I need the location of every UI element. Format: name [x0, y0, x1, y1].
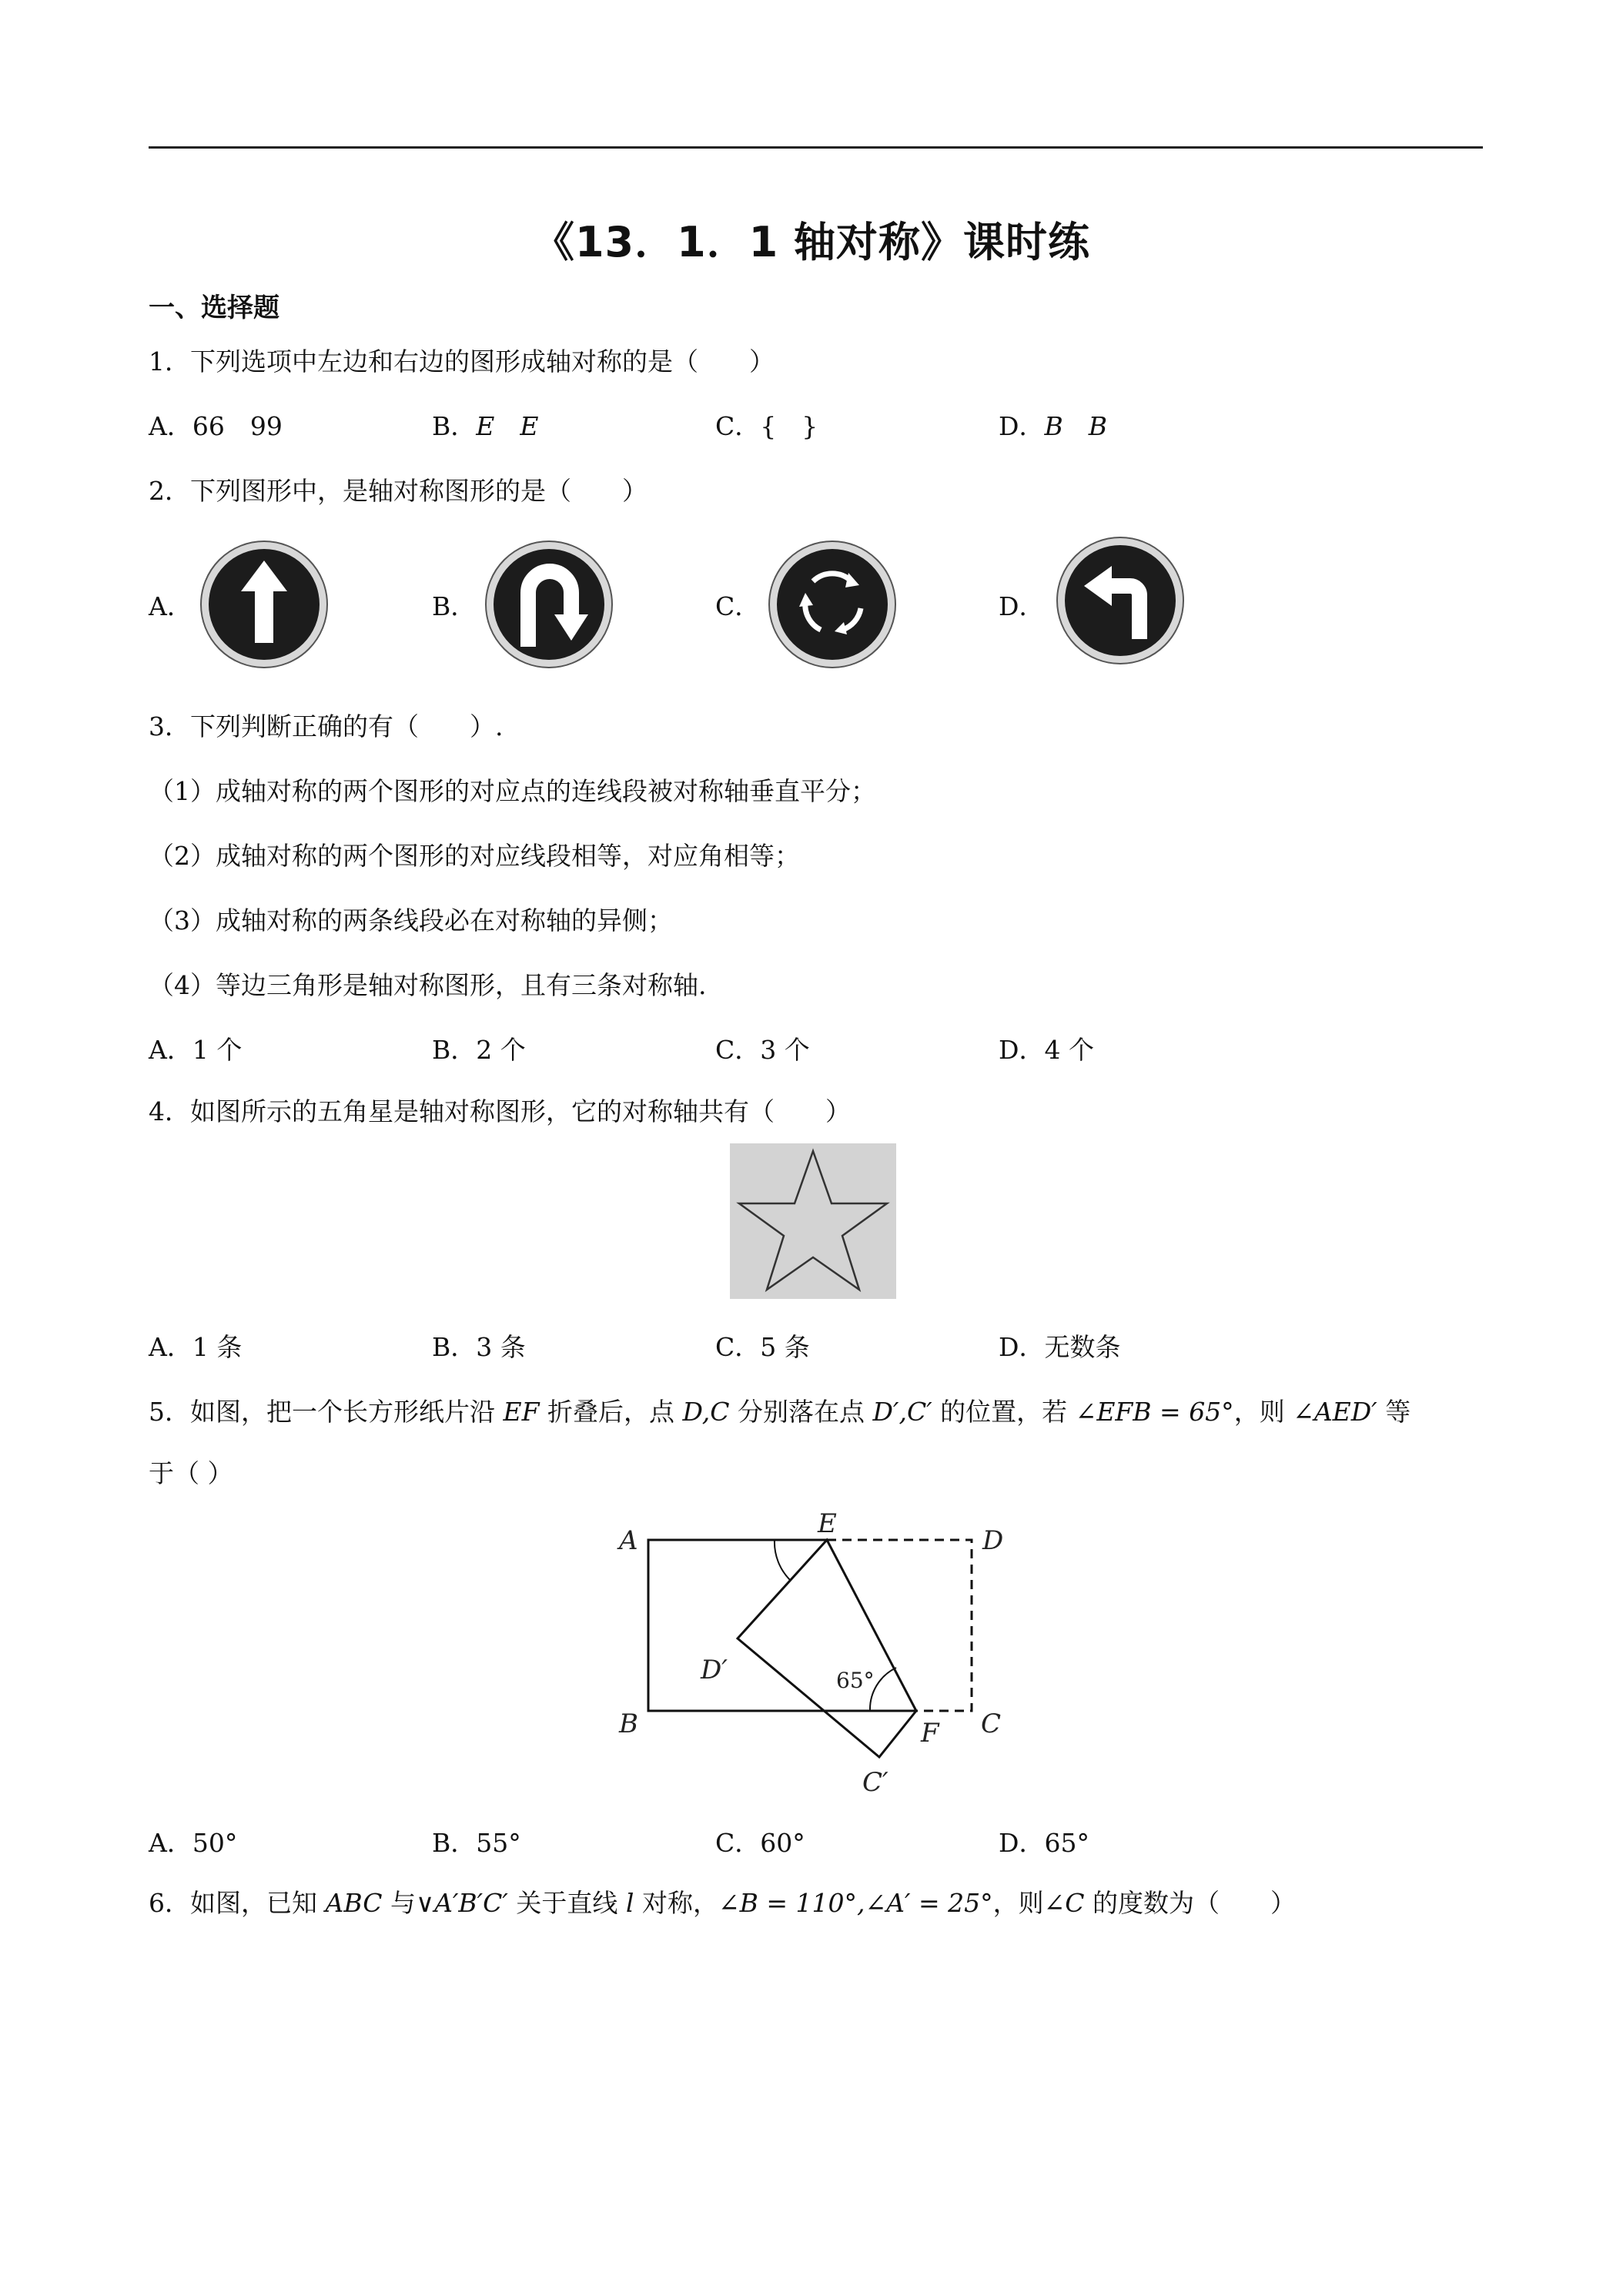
- q3-option-b[interactable]: B．2 个: [432, 1035, 526, 1065]
- q4-option-c[interactable]: C．5 条: [715, 1332, 810, 1362]
- q3-option-a[interactable]: A．1 个: [149, 1035, 243, 1065]
- page-title: 《13．1．1 轴对称》课时练: [532, 218, 1091, 266]
- label-e: E: [818, 1509, 837, 1539]
- q3-statement-2: （2）成轴对称的两个图形的对应线段相等，对应角相等；: [149, 841, 800, 871]
- question-3-stem: 3．下列判断正确的有（ ）.: [149, 711, 504, 741]
- q4-option-b[interactable]: B．3 条: [432, 1332, 526, 1362]
- question-1-stem: 1．下列选项中左边和右边的图形成轴对称的是（ ）: [149, 346, 775, 377]
- angle-label: 65°: [836, 1668, 875, 1693]
- roundabout-sign-icon[interactable]: [767, 539, 898, 670]
- straight-arrow-sign-icon[interactable]: [199, 539, 330, 670]
- q5-option-d[interactable]: D．65°: [999, 1828, 1089, 1858]
- question-2-stem: 2．下列图形中，是轴对称图形的是（ ）: [149, 476, 648, 506]
- q4-option-a[interactable]: A．1 条: [149, 1332, 243, 1362]
- label-c: C: [981, 1709, 1002, 1739]
- q1-option-b[interactable]: B．E E: [432, 411, 539, 441]
- q3-option-d[interactable]: D．4 个: [999, 1035, 1094, 1065]
- label-a: A: [619, 1525, 638, 1556]
- q2-option-c-label[interactable]: C．: [715, 591, 761, 621]
- q3-statement-1: （1）成轴对称的两个图形的对应点的连线段被对称轴垂直平分；: [149, 776, 876, 806]
- q2-option-d-label[interactable]: D．: [999, 591, 1045, 621]
- q4-option-d[interactable]: D．无数条: [999, 1332, 1121, 1362]
- label-f: F: [921, 1718, 939, 1749]
- q1-option-a[interactable]: A．66 99: [149, 411, 283, 441]
- five-point-star-figure: [730, 1143, 896, 1299]
- question-6-stem: 6．如图，已知 ABC 与∨A′B′C′ 关于直线 l 对称，∠B = 110°,∠A′ = 25°，则∠C 的度数为（ ）: [149, 1888, 1296, 1918]
- header-rule: [149, 146, 1483, 149]
- label-c-prime: C′: [862, 1767, 888, 1798]
- folded-rectangle-figure: [608, 1509, 1024, 1802]
- q2-option-a-label[interactable]: A．: [149, 591, 192, 621]
- label-b: B: [619, 1709, 638, 1739]
- q3-statement-4: （4）等边三角形是轴对称图形，且有三条对称轴.: [149, 970, 707, 1000]
- q5-option-a[interactable]: A．50°: [149, 1828, 238, 1858]
- question-5-stem-line2: 于（ ）: [149, 1458, 233, 1488]
- q3-statement-3: （3）成轴对称的两条线段必在对称轴的异侧；: [149, 905, 673, 935]
- turn-left-sign-icon[interactable]: [1055, 535, 1186, 666]
- u-turn-sign-icon[interactable]: [484, 539, 614, 670]
- label-d-prime: D′: [701, 1655, 728, 1685]
- section-heading: 一、选择题: [149, 293, 279, 323]
- question-4-stem: 4．如图所示的五角星是轴对称图形，它的对称轴共有（ ）: [149, 1096, 851, 1126]
- q3-option-c[interactable]: C．3 个: [715, 1035, 810, 1065]
- q5-option-c[interactable]: C．60°: [715, 1828, 805, 1858]
- question-5-stem: 5．如图，把一个长方形纸片沿 EF 折叠后，点 D,C 分别落在点 D′,C′ 的位置，若 ∠EFB = 65°，则 ∠AED′ 等: [149, 1397, 1411, 1427]
- q5-option-b[interactable]: B．55°: [432, 1828, 521, 1858]
- q1-option-c[interactable]: C．{ }: [715, 411, 818, 441]
- label-d: D: [982, 1525, 1004, 1556]
- q2-option-b-label[interactable]: B．: [432, 591, 477, 621]
- q1-option-d[interactable]: D．B B: [999, 411, 1107, 441]
